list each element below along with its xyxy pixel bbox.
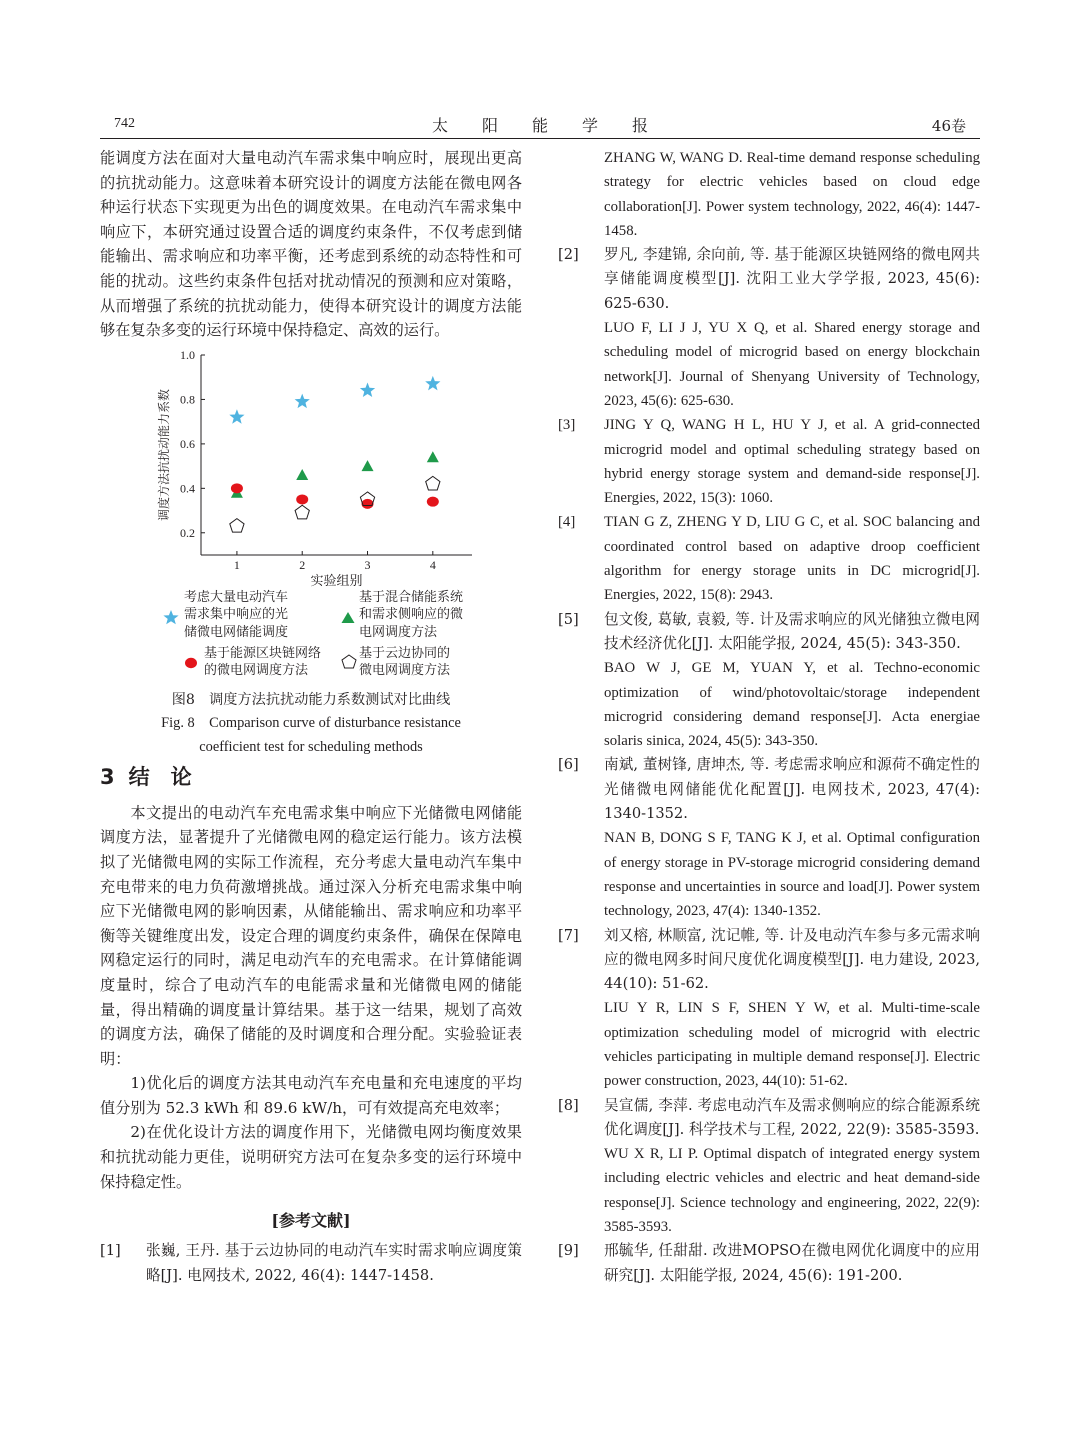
legend-pentagon-line-1: 基于云边协同的 [359,645,451,661]
reference-9 [558,1239,980,1288]
reference-7-en: LIU Y R, LIN S F, SHEN Y W, et al. Multi-time-scale optimization scheduling model of microgrid with electric vehicles participating in multiple demand response[J]. Electric power construction, 2023, 44(10): 51-62. [604,1000,980,1090]
reference-text-cn: 邢毓华, 任甜甜. 改进MOPSO在微电网优化调度中的应用研究[J]. 太阳能学报, 2024, 45(6): 191-200. [604,1242,980,1284]
x-tick-label: 3 [364,557,371,572]
legend-star-line-2: 需求集中响应的光 [184,607,289,623]
reference-text-en: JING Y Q, WANG H L, HU Y J, et al. A grid-connected microgrid model and optimal scheduling strategy based on hybrid energy storage system and demand-side response[J]. Energies, 2022, 15(3): 1060. [604,417,980,507]
reference-text-cn: 刘又榕, 林顺富, 沈记帷, 等. 计及电动汽车参与多元需求响应的微电网多时间尺度优化调度模型[J]. 电力建设, 2023, 44(10): 51-62. [604,926,980,993]
legend-star-line-3: 储微电网储能调度 [184,624,289,640]
figure-caption-en-1: Fig. 8 Comparison curve of disturbance resistance [161,714,461,731]
reference-text-cn: 吴宣儒, 李萍. 考虑电动汽车及需求侧响应的综合能源系统优化调度[J]. 科学技术与工程, 2022, 22(9): 3585-3593. [604,1096,980,1138]
data-point-triangle [362,460,374,471]
reference-1 [100,1239,522,1288]
reference-text-cn: 张巍, 王丹. 基于云边协同的电动汽车实时需求响应调度策略[J]. 电网技术, 2022, 46(4): 1447-1458. [146,1242,522,1284]
legend-circle-line-2: 的微电网调度方法 [204,663,309,679]
page-number: 742 [114,116,135,131]
reference-number: [7] [558,926,579,944]
references-heading: [参考文献] [271,1211,351,1231]
data-point-triangle [427,451,439,462]
data-point-triangle [296,469,308,480]
reference-6 [558,753,980,826]
conclusion-paragraph-3: 2)在优化设计方法的调度作用下，光储微电网均衡度效果和抗扰动能力更佳，说明研究方法可在复杂多变的运行环境中保持稳定性。 [100,1123,522,1191]
data-point-star [360,382,375,396]
legend-star-marker [162,609,180,627]
reference-1-en: ZHANG W, WANG D. Real-time demand response scheduling strategy for electric vehicles based on cloud edge collaboration[J]. Power system technology, 2022, 46(4): 1447-1458. [604,150,980,239]
legend-entry-pentagon [359,645,450,680]
reference-number: [3] [558,417,576,434]
legend-circle-line-1: 基于能源区块链网络 [204,645,322,661]
data-point-pentagon [230,518,244,532]
legend-triangle-line-2: 和需求侧响应的微 [359,607,464,623]
reference-2-en: LUO F, LI J J, YU X Q, et al. Shared energy storage and scheduling model of microgrid based on energy blockchain network[J]. Journal of Shenyang University of Technology, 2023, 45(6): 625-630. [604,320,980,409]
reference-number: [9] [558,1242,579,1260]
reference-number: [5] [558,610,579,628]
legend-circle-marker [183,655,199,671]
data-point-pentagon [295,505,309,519]
legend-pentagon-line-2: 微电网调度方法 [359,663,451,679]
y-tick-label: 0.4 [180,481,195,496]
reference-text-en: TIAN G Z, ZHENG Y D, LIU G C, et al. SOC balancing and coordinated control based on adaptive droop coefficient algorithm for energy storage units in DC microgrid[J]. Energies, 2022, 15(8): 2943. [604,514,980,604]
data-point-circle [427,496,439,506]
volume-label: 46卷 [931,117,966,135]
legend-triangle-line-3: 电网调度方法 [359,624,438,640]
data-point-star [425,376,440,390]
reference-6-en: NAN B, DONG S F, TANG K J, et al. Optimal configuration of energy storage in PV-storage microgrid considering demand response and uncertainties in source and load[J]. Power system technology, 2023, 47(4): 1340-1352. [604,830,980,920]
section-title: 结 论 [128,764,192,789]
figure-caption-en-2: coefficient test for scheduling methods [199,738,423,755]
data-point-circle [231,483,243,493]
reference-8-en: WU X R, LI P. Optimal dispatch of integrated energy system including electric vehicles and electric and heat demand-side response[J]. Science technology and engineering, 2022, 22(9): 3585-3593. [604,1146,980,1236]
conclusion-paragraph-2: 1)优化后的调度方法其电动汽车充电量和充电速度的平均值分别为 52.3 kWh 和 89.6 kW/h，可有效提高充电效率； [100,1074,522,1117]
x-tick-label: 2 [299,557,306,572]
reference-7 [558,924,980,997]
data-point-star [229,409,244,423]
reference-text-cn: 罗凡, 李建锦, 余向前, 等. 基于能源区块链网络的微电网共享储能调度模型[J]. 沈阳工业大学学报, 2023, 45(6): 625-630. [604,246,980,312]
reference-number: [6] [558,756,579,774]
reference-2 [558,243,980,316]
data-point-circle [296,494,308,504]
legend-triangle-marker [340,610,356,626]
legend-star-line-1: 考虑大量电动汽车 [184,589,289,605]
legend-entry-star [184,589,288,642]
section-heading [100,761,522,791]
left-column [100,146,522,1288]
intro-paragraph: 能调度方法在面对大量电动汽车需求集中响应时，展现出更高的抗扰动能力。这意味着本研究设计的调度方法能在微电网各种运行状态下实现更为出色的调度效果。在电动汽车需求集中响应下，本研究通过设置合适的调度约束条件，不仅考虑到储能输出、需求响应和功率平衡，还考虑到系统的动态特性和可能的扰动。这些约束条件包括对扰动情况的预测和应对策略，从而增强了系统的抗扰动能力，使得本研究设计的调度方法能够在复杂多变的运行环境中保持稳定、高效的运行。 [100,149,522,340]
reference-8 [558,1094,980,1143]
legend-entry-triangle [359,589,463,642]
y-tick-label: 0.6 [180,436,195,451]
reference-number: [1] [100,1242,121,1260]
running-header [100,112,980,139]
legend-triangle-line-1: 基于混合储能系统 [359,589,464,605]
data-point-star [295,393,310,407]
section-number: 3 [100,764,115,789]
data-point-circle [362,499,374,509]
x-axis-label: 实验组别 [310,573,363,589]
y-tick-label: 0.2 [180,525,195,540]
reference-text-cn: 包文俊, 葛敏, 袁毅, 等. 计及需求响应的风光储独立微电网技术经济优化[J]. 太阳能学报, 2024, 45(5): 343-350. [604,610,980,652]
legend-entry-circle [204,645,321,680]
x-tick-label: 1 [233,557,240,572]
right-column [558,146,980,1288]
reference-number: [8] [558,1096,579,1114]
y-axis-label: 调度方法抗扰动能力系数 [157,388,171,521]
y-tick-label: 0.8 [180,392,195,407]
data-point-pentagon [426,476,440,490]
reference-4 [558,510,980,607]
reference-text-cn: 南斌, 董树锋, 唐坤杰, 等. 考虑需求响应和源荷不确定性的光储微电网储能优化配置[J]. 电网技术, 2023, 47(4): 1340-1352. [604,756,980,823]
conclusion-paragraph-1: 本文提出的电动汽车充电需求集中响应下光储微电网储能调度方法，显著提升了光储微电网的稳定运行能力。该方法模拟了光储微电网的实际工作流程，充分考虑大量电动汽车集中充电带来的电力负荷激增挑战。通过深入分析充电需求集中响应下光储微电网的影响因素，从储能输出、需求响应和功率平衡等关键维度出发，设定合理的调度约束条件，确保在保障电网稳定运行的同时，满足电动汽车的充电需求。在计算储能调度量时，综合了电动汽车的电能需求量和光储微电网的储能量，得出精确的调度量计算结果。基于这一结果，规划了高效的调度方法，确保了储能的及时调度和合理分配。实验验证表明： [100,803,522,1068]
y-tick-label: 1.0 [180,348,195,362]
figure-8 [100,348,522,755]
reference-5 [558,608,980,657]
reference-number: [4] [558,514,576,531]
x-tick-label: 4 [429,557,436,572]
figure-caption-cn: 图8 调度方法抗扰动能力系数测试对比曲线 [171,691,451,708]
reference-5-en: BAO W J, GE M, YUAN Y, et al. Techno-economic optimization of wind/photovoltaic/storage independent microgrid considering demand response[J]. Acta energiae solaris sinica, 2024, 45(5): 343-350. [604,660,980,750]
journal-title: 太阳能学报 [431,116,682,135]
legend-pentagon-marker [340,653,358,671]
reference-number: [2] [558,246,579,264]
reference-3 [558,413,980,510]
